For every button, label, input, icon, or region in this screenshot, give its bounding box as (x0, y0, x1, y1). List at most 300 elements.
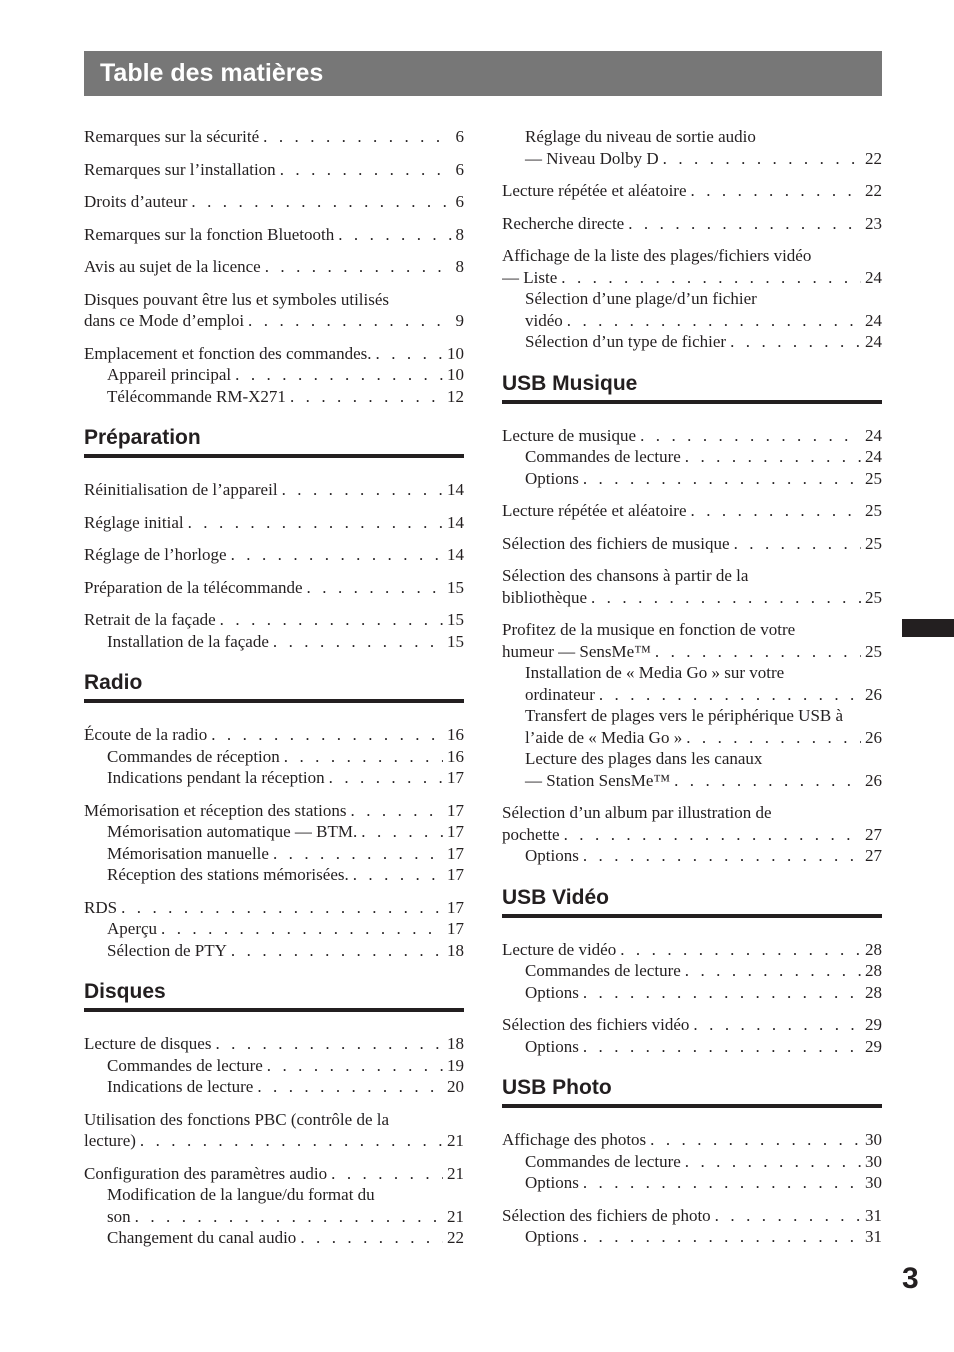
toc-entry-title: Affichage des photos (502, 1130, 647, 1149)
toc-group (502, 126, 882, 169)
toc-entry-title: Profitez de la musique en fonction de votre (502, 620, 796, 639)
dot-leader (273, 843, 443, 865)
toc-group (502, 425, 882, 490)
toc-page-number: 18 (447, 1034, 464, 1053)
toc-entry-title: Indications de lecture (107, 1077, 254, 1096)
toc-entry-title: Sélection des fichiers vidéo (502, 1015, 690, 1034)
toc-column-right (502, 126, 882, 1259)
toc-entry-title: Lecture des plages dans les canaux (525, 749, 763, 768)
toc-entry-title: Sélection d’un type de fichier (525, 332, 727, 351)
toc-entry-title: RDS (84, 897, 118, 917)
toc-page-number: 22 (865, 181, 882, 200)
dot-leader (282, 479, 443, 501)
toc-entry-title: Réception des stations mémorisées. (107, 865, 349, 884)
dot-leader (561, 267, 861, 289)
toc-entry[interactable] (502, 824, 882, 846)
toc-page-number: 24 (865, 425, 882, 445)
section-heading: USB Vidéo (502, 884, 882, 918)
toc-entry-title: Lecture de disques (84, 1034, 212, 1053)
toc-entry-title: Emplacement et fonction des commandes. (84, 343, 372, 363)
toc-subentry[interactable] (502, 446, 882, 468)
toc-subentry[interactable] (84, 631, 464, 653)
dot-leader (267, 1055, 443, 1077)
toc-entry-title: vidéo (525, 310, 563, 330)
toc-page-number: 9 (455, 311, 464, 330)
toc-entry-title: Modification de la langue/du format du (107, 1185, 375, 1204)
toc-page-number: 21 (447, 1163, 464, 1183)
toc-page-number: 29 (865, 1015, 882, 1034)
toc-entry[interactable] (502, 425, 882, 447)
toc-entry-title: Lecture de vidéo (502, 939, 617, 959)
toc-page-number: 17 (447, 768, 464, 787)
toc-page-number: 12 (447, 386, 464, 406)
dot-leader (730, 331, 861, 353)
toc-entry-title: Commandes de lecture (107, 1055, 263, 1075)
section-heading: Disques (84, 978, 464, 1012)
dot-leader (628, 213, 861, 235)
dot-leader (263, 126, 451, 148)
toc-entry[interactable] (502, 802, 882, 824)
toc-entry-title: lecture) (84, 1131, 136, 1150)
toc-group (84, 343, 464, 408)
toc-entry-title: Lecture répétée et aléatoire (502, 501, 687, 520)
toc-page-number: 15 (447, 577, 464, 597)
toc-subentry[interactable] (84, 1227, 464, 1249)
toc-group (84, 289, 464, 332)
toc-page-number: 8 (455, 224, 464, 244)
toc-entry-title: Options (525, 1227, 579, 1246)
toc-group (502, 939, 882, 1004)
toc-entry-title: Options (525, 846, 579, 865)
toc-entry-title: pochette (502, 824, 560, 844)
dot-leader (284, 746, 443, 768)
toc-subentry[interactable] (84, 1184, 464, 1206)
toc-subentry[interactable] (502, 727, 882, 749)
dot-leader (248, 310, 451, 332)
toc-entry-title: Sélection des fichiers de musique (502, 533, 730, 553)
dot-leader (583, 1036, 861, 1058)
toc-subentry[interactable] (84, 821, 464, 843)
dot-leader (685, 960, 861, 982)
toc-entry-title: Retrait de la façade (84, 610, 216, 629)
toc-entry-title: ordinateur (525, 684, 595, 704)
toc-subentry[interactable] (502, 468, 882, 490)
toc-entry-title: Appareil principal (107, 365, 232, 384)
toc-page-number: 17 (447, 865, 464, 884)
dot-leader (188, 512, 443, 534)
dot-leader (231, 940, 443, 962)
dot-leader (121, 897, 443, 919)
toc-page-number: 15 (447, 631, 464, 651)
toc-entry[interactable] (84, 289, 464, 311)
toc-entry[interactable] (84, 343, 464, 365)
toc-subentry[interactable] (502, 705, 882, 727)
toc-subentry[interactable] (84, 767, 464, 789)
toc-entry-title: Réglage de l’horloge (84, 545, 227, 564)
toc-page-number: 28 (865, 982, 882, 1002)
toc-entry[interactable] (502, 533, 882, 555)
toc-subentry[interactable] (502, 288, 882, 310)
toc-entry-title: Configuration des paramètres audio (84, 1163, 328, 1183)
toc-entry-title: Recherche directe (502, 213, 625, 233)
toc-entry-title: Sélection des chansons à partir de la (502, 566, 749, 585)
toc-subentry[interactable] (84, 746, 464, 768)
toc-entry-title: dans ce Mode d’emploi (84, 311, 245, 330)
dot-leader (650, 1129, 861, 1151)
dot-leader (599, 684, 861, 706)
toc-entry[interactable] (84, 310, 464, 332)
toc-entry-title: Droits d’auteur (84, 192, 188, 211)
dot-leader (211, 724, 443, 746)
toc-entry[interactable] (502, 619, 882, 641)
toc-page-number: 24 (865, 332, 882, 351)
toc-entry-title: Lecture de musique (502, 425, 637, 445)
section-tab-marker (902, 619, 954, 637)
toc-page-number: 25 (865, 501, 882, 520)
toc-subentry[interactable] (502, 1036, 882, 1058)
toc-group (502, 533, 882, 555)
dot-leader (338, 224, 451, 246)
toc-subentry[interactable] (502, 960, 882, 982)
toc-entry-title: Sélection d’un album par illustration de (502, 803, 772, 822)
toc-entry-title: Lecture répétée et aléatoire (502, 181, 687, 200)
toc-entry[interactable] (84, 724, 464, 746)
toc-entry[interactable] (84, 1033, 464, 1055)
toc-page-number: 27 (865, 846, 882, 865)
toc-page-number: 24 (865, 310, 882, 330)
toc-entry-title: Commandes de lecture (525, 447, 681, 466)
toc-page-number: 22 (447, 1228, 464, 1247)
toc-group (84, 1163, 464, 1249)
section-heading: USB Musique (502, 370, 882, 404)
toc-entry[interactable] (502, 565, 882, 587)
toc-entry[interactable] (84, 256, 464, 278)
dot-leader (734, 533, 861, 555)
toc-entry[interactable] (84, 1163, 464, 1185)
toc-entry[interactable] (502, 245, 882, 267)
toc-entry-title: Écoute de la radio (84, 725, 208, 744)
dot-leader (693, 1014, 861, 1036)
toc-page-number: 22 (865, 148, 882, 168)
toc-entry-title: bibliothèque (502, 587, 587, 607)
toc-group (84, 224, 464, 246)
toc-page-number: 31 (865, 1227, 882, 1246)
toc-entry[interactable] (84, 577, 464, 599)
dot-leader (257, 1076, 443, 1098)
toc-entry[interactable] (84, 126, 464, 148)
toc-page-number: 14 (447, 545, 464, 564)
toc-entry[interactable] (502, 939, 882, 961)
toc-entry[interactable] (84, 224, 464, 246)
dot-leader (640, 425, 861, 447)
dot-leader (300, 1227, 443, 1249)
toc-entry-title: Réglage initial (84, 512, 184, 532)
toc-group (502, 802, 882, 867)
dot-leader (231, 544, 443, 566)
toc-group (84, 724, 464, 789)
toc-entry[interactable] (84, 609, 464, 631)
toc-page-number: 14 (447, 480, 464, 499)
dot-leader (715, 1205, 861, 1227)
toc-subentry[interactable] (502, 845, 882, 867)
section-heading: Préparation (84, 424, 464, 458)
toc-page-number: 27 (865, 824, 882, 844)
toc-page-number: 26 (865, 770, 882, 790)
dot-leader (331, 1163, 443, 1185)
toc-subentry[interactable] (502, 1226, 882, 1248)
toc-entry-title: — Liste (502, 267, 558, 287)
toc-page-number: 30 (865, 1173, 882, 1192)
toc-page-number: 17 (447, 822, 464, 841)
dot-leader (329, 767, 443, 789)
toc-page-number: 23 (865, 213, 882, 233)
dot-leader (583, 982, 861, 1004)
toc-entry-title: Remarques sur la fonction Bluetooth (84, 224, 335, 244)
toc-subentry[interactable] (502, 310, 882, 332)
dot-leader (655, 641, 861, 663)
dot-leader (685, 1151, 861, 1173)
toc-entry-title: Sélection de PTY (107, 940, 227, 960)
toc-subentry[interactable] (84, 364, 464, 386)
toc-subentry[interactable] (502, 684, 882, 706)
toc-entry[interactable] (502, 213, 882, 235)
toc-group (84, 577, 464, 599)
toc-entry[interactable] (502, 641, 882, 663)
toc-group (84, 544, 464, 566)
toc-group (502, 245, 882, 353)
toc-group (502, 213, 882, 235)
toc-subentry[interactable] (502, 982, 882, 1004)
toc-group (502, 500, 882, 522)
toc-subentry[interactable] (502, 126, 882, 148)
toc-entry[interactable] (84, 159, 464, 181)
toc-group (84, 256, 464, 278)
toc-page-number: 18 (447, 940, 464, 960)
toc-entry-title: l’aide de « Media Go » (525, 727, 683, 747)
toc-entry-title: — Niveau Dolby D (525, 148, 659, 168)
toc-page-number: 30 (865, 1130, 882, 1149)
section-heading: Radio (84, 669, 464, 703)
toc-entry[interactable] (502, 587, 882, 609)
toc-entry[interactable] (84, 1130, 464, 1152)
toc-entry-title: Remarques sur l’installation (84, 159, 276, 179)
toc-entry-title: Disques pouvant être lus et symboles utilisés (84, 289, 390, 309)
toc-page-number: 28 (865, 939, 882, 959)
toc-page-number: 20 (447, 1077, 464, 1096)
toc-page-number: 17 (447, 843, 464, 863)
toc-page-number: 6 (455, 127, 464, 146)
toc-page-number: 25 (865, 533, 882, 553)
toc-group (84, 800, 464, 886)
toc-page-number: 14 (447, 512, 464, 532)
toc-entry[interactable] (84, 1109, 464, 1131)
toc-entry-title: Réglage du niveau de sortie audio (525, 127, 756, 146)
toc-group (84, 126, 464, 148)
toc-entry[interactable] (84, 800, 464, 822)
toc-entry-title: Options (525, 982, 579, 1002)
toc-page-number: 25 (865, 587, 882, 607)
dot-leader (220, 609, 443, 631)
toc-subentry[interactable] (502, 331, 882, 353)
toc-entry[interactable] (502, 267, 882, 289)
toc-entry-title: Commandes de lecture (525, 1151, 681, 1171)
toc-page-number: 24 (865, 447, 882, 466)
toc-entry-title: Commandes de lecture (525, 961, 681, 980)
dot-leader (273, 631, 443, 653)
toc-subentry[interactable] (84, 940, 464, 962)
toc-page-number: 28 (865, 961, 882, 980)
toc-subentry[interactable] (84, 1076, 464, 1098)
toc-page-number: 17 (447, 919, 464, 938)
toc-entry-title: Sélection d’une plage/d’un fichier (525, 289, 757, 308)
dot-leader (351, 800, 444, 822)
toc-entry-title: Indications pendant la réception (107, 768, 325, 787)
toc-entry-title: Options (525, 1173, 579, 1192)
toc-page-number: 19 (447, 1055, 464, 1075)
toc-page-number: 15 (447, 610, 464, 629)
toc-subentry[interactable] (84, 1206, 464, 1228)
toc-page-number: 21 (447, 1206, 464, 1226)
dot-leader (161, 918, 443, 940)
toc-entry-title: Aperçu (107, 919, 158, 938)
toc-entry-title: Options (525, 468, 579, 488)
toc-entry-title: Préparation de la télécommande (84, 577, 303, 597)
toc-entry-title: Transfert de plages vers le périphérique USB à (525, 706, 844, 725)
dot-leader (265, 256, 452, 278)
dot-leader (280, 159, 452, 181)
toc-entry[interactable] (502, 500, 882, 522)
toc-page-number: 24 (865, 267, 882, 287)
dot-leader (685, 446, 861, 468)
toc-page-number: 6 (455, 192, 464, 211)
toc-entry[interactable] (84, 479, 464, 501)
toc-entry[interactable] (502, 180, 882, 202)
toc-entry[interactable] (502, 1129, 882, 1151)
toc-subentry[interactable] (84, 918, 464, 940)
toc-entry[interactable] (84, 512, 464, 534)
dot-leader (591, 587, 861, 609)
dot-leader (583, 1226, 861, 1248)
toc-entry-title: Installation de « Media Go » sur votre (525, 663, 785, 682)
toc-group (502, 619, 882, 791)
toc-entry-title: son (107, 1206, 131, 1226)
toc-page-number: 10 (447, 343, 464, 363)
dot-leader (567, 310, 861, 332)
toc-subentry[interactable] (502, 1151, 882, 1173)
toc-entry-title: Mémorisation et réception des stations (84, 800, 347, 820)
toc-subentry[interactable] (84, 1055, 464, 1077)
toc-page-number: 8 (455, 257, 464, 276)
toc-page-number: 21 (447, 1131, 464, 1150)
toc-entry-title: Télécommande RM-X271 (107, 386, 286, 406)
toc-entry-title: Avis au sujet de la licence (84, 257, 261, 276)
dot-leader (140, 1130, 443, 1152)
toc-group (84, 191, 464, 213)
toc-subentry[interactable] (502, 662, 882, 684)
toc-subentry[interactable] (502, 1172, 882, 1194)
toc-group (84, 479, 464, 501)
toc-page-number: 29 (865, 1036, 882, 1056)
toc-subentry[interactable] (502, 770, 882, 792)
toc-page-number: 16 (447, 746, 464, 766)
toc-entry[interactable] (84, 544, 464, 566)
dot-leader (376, 343, 444, 365)
dot-leader (674, 770, 861, 792)
toc-group (84, 1109, 464, 1152)
toc-page-number: 26 (865, 684, 882, 704)
toc-page-number: 10 (447, 365, 464, 384)
toc-group (502, 180, 882, 202)
toc-page-number: 25 (865, 468, 882, 488)
toc-page-number: 26 (865, 727, 882, 747)
toc-entry[interactable] (502, 1014, 882, 1036)
dot-leader (686, 727, 861, 749)
toc-page-number: 17 (447, 800, 464, 820)
toc-entry-title: Réinitialisation de l’appareil (84, 480, 278, 499)
toc-subentry[interactable] (84, 386, 464, 408)
toc-group (84, 609, 464, 652)
dot-leader (361, 821, 443, 843)
page-title: Table des matières (84, 51, 882, 96)
toc-group (84, 512, 464, 534)
toc-entry-title: Remarques sur la sécurité (84, 127, 260, 146)
toc-page-number: 30 (865, 1151, 882, 1171)
toc-page-number: 16 (447, 725, 464, 744)
toc-entry-title: Installation de la façade (107, 631, 269, 651)
toc-entry-title: Commandes de réception (107, 746, 280, 766)
dot-leader (215, 1033, 443, 1055)
toc-group (84, 159, 464, 181)
dot-leader (290, 386, 443, 408)
toc-subentry[interactable] (502, 748, 882, 770)
toc-entry[interactable] (84, 191, 464, 213)
toc-page-number: 17 (447, 897, 464, 917)
toc-entry-title: Changement du canal audio (107, 1228, 297, 1247)
toc-entry[interactable] (84, 897, 464, 919)
toc-column-left (84, 126, 464, 1260)
toc-group (502, 1014, 882, 1057)
toc-entry-title: Utilisation des fonctions PBC (contrôle de la (84, 1109, 390, 1129)
dot-leader (583, 468, 861, 490)
toc-page-number: 31 (865, 1205, 882, 1225)
dot-leader (564, 824, 861, 846)
toc-entry-title: Options (525, 1036, 579, 1056)
toc-group (84, 1033, 464, 1098)
toc-group (84, 897, 464, 962)
dot-leader (663, 148, 861, 170)
toc-group (502, 1129, 882, 1194)
toc-entry-title: Sélection des fichiers de photo (502, 1205, 711, 1225)
toc-entry[interactable] (502, 1205, 882, 1227)
dot-leader (307, 577, 443, 599)
toc-entry-title: Affichage de la liste des plages/fichiers vidéo (502, 246, 812, 265)
toc-page-number: 6 (455, 159, 464, 179)
dot-leader (691, 500, 861, 522)
dot-leader (583, 1172, 861, 1194)
dot-leader (353, 864, 443, 886)
dot-leader (235, 364, 443, 386)
dot-leader (135, 1206, 443, 1228)
toc-subentry[interactable] (502, 148, 882, 170)
toc-subentry[interactable] (84, 843, 464, 865)
toc-subentry[interactable] (84, 864, 464, 886)
toc-entry-title: Mémorisation automatique — BTM. (107, 822, 358, 841)
toc-group (502, 1205, 882, 1248)
toc-entry-title: Mémorisation manuelle (107, 843, 269, 863)
toc-entry-title: humeur — SensMe™ (502, 641, 651, 661)
dot-leader (191, 191, 451, 213)
page-number: 3 (902, 1262, 919, 1295)
